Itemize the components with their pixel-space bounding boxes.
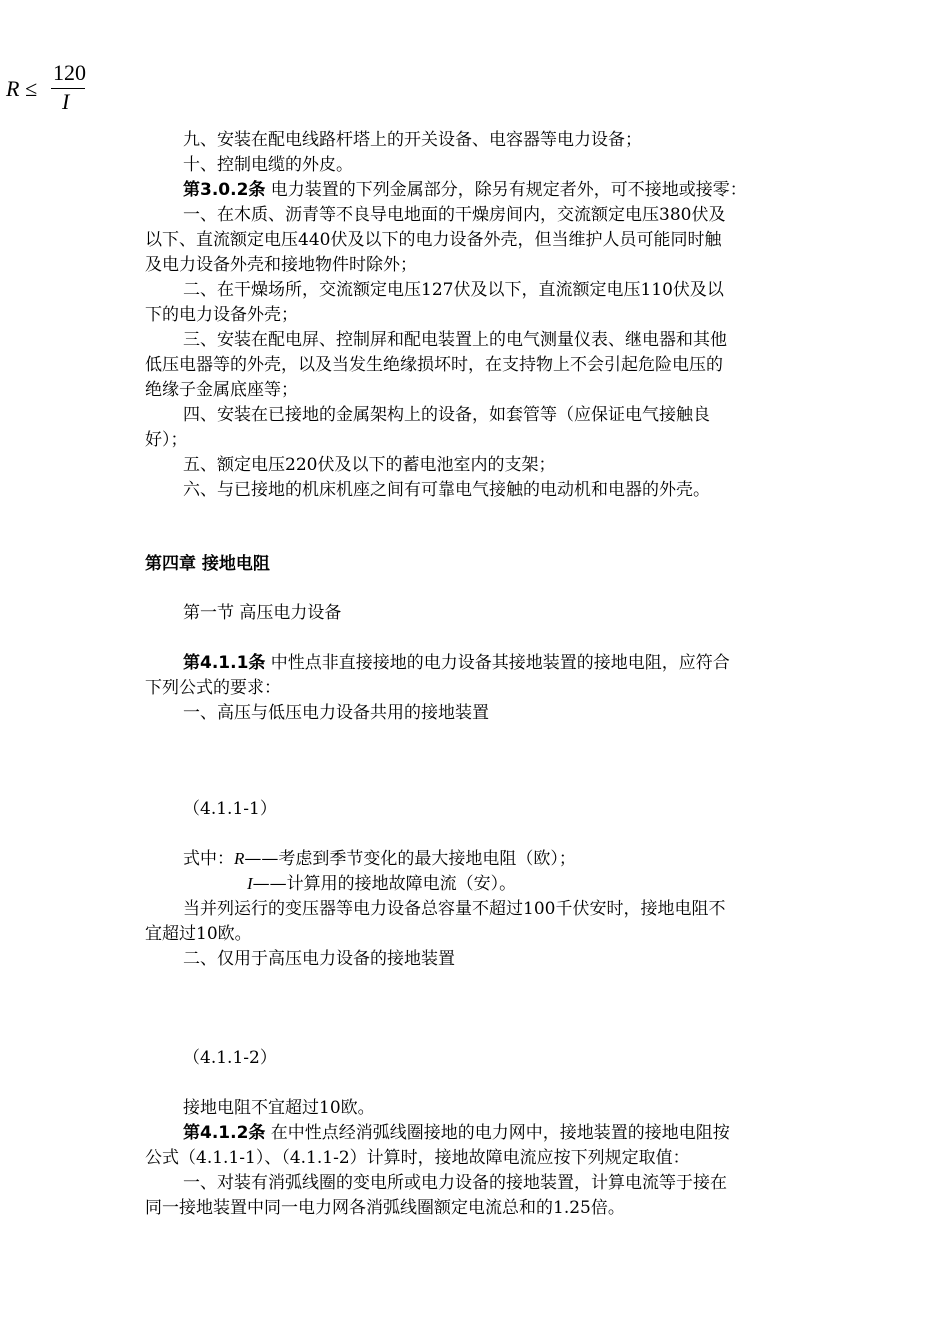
chapter-heading: 第四章 接地电阻 <box>145 554 270 574</box>
where-clause <box>183 847 576 871</box>
paragraph-line: 公式（4.1.1-1）、（4.1.1-2）计算时，接地故障电流应按下列规定取值： <box>145 1148 690 1168</box>
resistance-formula <box>4 60 84 116</box>
section-heading: 第一节 高压电力设备 <box>183 603 342 623</box>
where-prefix: 式中： <box>183 849 234 869</box>
paragraph-line: 二、仅用于高压电力设备的接地装置 <box>183 949 455 969</box>
article-label: 第4.1.2条 <box>183 1123 266 1143</box>
article-text: 在中性点经消弧线圈接地的电力网中，接地装置的接地电阻按 <box>265 1123 730 1143</box>
paragraph-line: 五、额定电压220伏及以下的蓄电池室内的支架； <box>183 455 556 475</box>
article-text: 中性点非直接接地的电力设备其接地装置的接地电阻，应符合 <box>265 653 730 673</box>
symbol-definition: ——考虑到季节变化的最大接地电阻（欧）； <box>244 849 576 869</box>
formula-lhs: R ≤ <box>6 76 38 101</box>
equation-number: （4.1.1-1） <box>183 799 277 819</box>
item-ten: 十、控制电缆的外皮。 <box>183 155 353 175</box>
paragraph-line: 以下、直流额定电压440伏及以下的电力设备外壳，但当维护人员可能同时触 <box>145 230 722 250</box>
symbol-definition: ——计算用的接地故障电流（安）。 <box>252 874 517 894</box>
paragraph-line: 下的电力设备外壳； <box>145 305 298 325</box>
paragraph-line: 好）； <box>145 430 188 450</box>
paragraph-line: 下列公式的要求： <box>145 678 281 698</box>
paragraph-line: 当并列运行的变压器等电力设备总容量不超过100千伏安时，接地电阻不 <box>183 899 726 919</box>
article-3-0-2 <box>183 178 747 202</box>
item-nine: 九、安装在配电线路杆塔上的开关设备、电容器等电力设备； <box>183 130 642 150</box>
article-label: 第4.1.1条 <box>183 653 266 673</box>
paragraph-line: 宜超过10欧。 <box>145 924 252 944</box>
article-4-1-1 <box>183 651 730 675</box>
symbol-i: I <box>247 874 253 893</box>
paragraph-line: 一、对装有消弧线圈的变电所或电力设备的接地装置，计算电流等于接在 <box>183 1173 727 1193</box>
paragraph-line: 绝缘子金属底座等； <box>145 380 298 400</box>
article-4-1-2 <box>183 1121 730 1145</box>
paragraph-line: 接地电阻不宜超过10欧。 <box>183 1098 375 1118</box>
equation-number: （4.1.1-2） <box>183 1048 277 1068</box>
paragraph-line: 同一接地装置中同一电力网各消弧线圈额定电流总和的1.25倍。 <box>145 1198 625 1218</box>
article-text: 电力装置的下列金属部分，除另有规定者外，可不接地或接零： <box>265 180 747 200</box>
where-clause <box>247 872 516 896</box>
paragraph-line: 四、安装在已接地的金属架构上的设备，如套管等（应保证电气接触良 <box>183 405 710 425</box>
paragraph-line: 低压电器等的外壳，以及当发生绝缘损坏时，在支持物上不会引起危险电压的 <box>145 355 723 375</box>
paragraph-line: 六、与已接地的机床机座之间有可靠电气接触的电动机和电器的外壳。 <box>183 480 710 500</box>
article-label: 第3.0.2条 <box>183 180 266 200</box>
symbol-r: R <box>234 849 245 868</box>
formula-numerator: 120 <box>53 60 86 85</box>
paragraph-line: 二、在干燥场所，交流额定电压127伏及以下，直流额定电压110伏及以 <box>183 280 724 300</box>
paragraph-line: 一、在木质、沥青等不良导电地面的干燥房间内，交流额定电压380伏及 <box>183 205 726 225</box>
formula-denominator: I <box>62 89 70 114</box>
paragraph-line: 及电力设备外壳和接地物件时除外； <box>145 255 417 275</box>
paragraph-line: 一、高压与低压电力设备共用的接地装置 <box>183 703 489 723</box>
paragraph-line: 三、安装在配电屏、控制屏和配电装置上的电气测量仪表、继电器和其他 <box>183 330 727 350</box>
